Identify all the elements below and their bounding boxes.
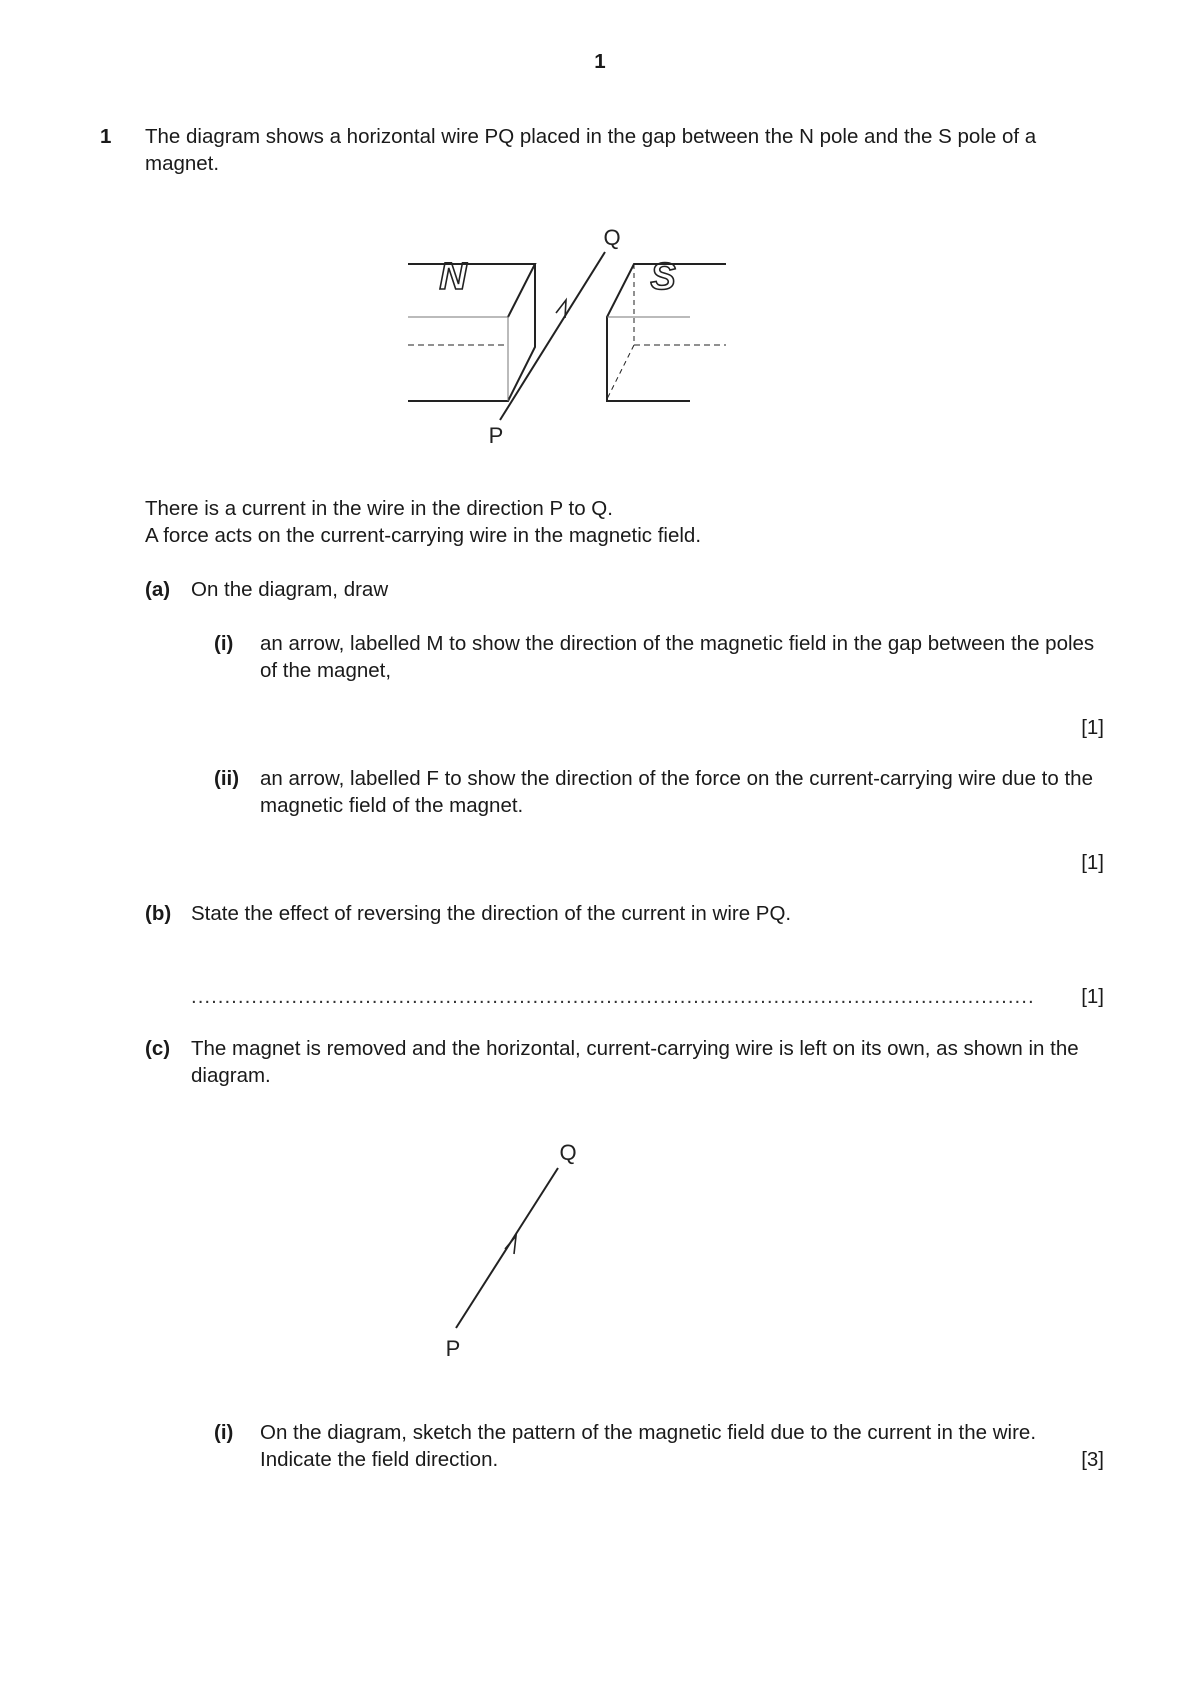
part-c-i-line-2: Indicate the field direction.: [260, 1448, 499, 1471]
statement-line-1: There is a current in the wire in the direction P to Q.: [145, 497, 613, 520]
north-pole-block: [408, 264, 535, 401]
statement-line-2: A force acts on the current-carrying wire in the magnetic field.: [145, 524, 702, 547]
wire-only-diagram: [430, 1130, 590, 1360]
part-a-i-text: an arrow, labelled M to show the direction of the magnetic field in the gap between the poles of the magnet,: [260, 632, 1095, 682]
part-a-ii-marks: [1]: [1081, 851, 1104, 874]
label-q: Q: [559, 1140, 577, 1165]
wire-pq: [456, 1168, 558, 1328]
south-pole-label: S: [650, 256, 676, 298]
wire-pq: [500, 252, 605, 420]
question-intro: The diagram shows a horizontal wire PQ placed in the gap between the N pole and the S pole of a magnet.: [145, 125, 1037, 175]
part-c-i-line-1: On the diagram, sketch the pattern of the magnetic field due to the current in the wire.: [260, 1421, 1037, 1444]
part-c-i-marks: [3]: [1081, 1448, 1104, 1471]
page-number: 1: [594, 50, 606, 73]
label-q: Q: [603, 225, 621, 250]
part-a-text: On the diagram, draw: [191, 578, 389, 601]
part-a-ii-text: an arrow, labelled F to show the direction of the force on the current-carrying wire due to the magnetic field of the magnet.: [260, 767, 1093, 817]
part-b-answer-line[interactable]: ..............................................................................................................................: [191, 985, 1035, 1008]
part-a-ii-label: (ii): [214, 767, 240, 790]
part-b-marks: [1]: [1081, 985, 1104, 1008]
part-a-i-marks: [1]: [1081, 716, 1104, 739]
part-a-label: (a): [145, 578, 171, 601]
part-b-text: State the effect of reversing the direction of the current in wire PQ.: [191, 902, 792, 925]
current-arrow-icon: [505, 1236, 516, 1254]
question-number: 1: [100, 125, 112, 148]
part-c-label: (c): [145, 1037, 171, 1060]
magnet-wire-diagram: [400, 215, 740, 455]
label-p: P: [488, 423, 504, 448]
part-c-text: The magnet is removed and the horizontal, current-carrying wire is left on its own, as shown in the diagram.: [191, 1037, 1079, 1087]
part-c-i-label: (i): [214, 1421, 234, 1444]
current-arrow-icon: [556, 300, 566, 318]
part-a-i-label: (i): [214, 632, 234, 655]
north-pole-label: N: [439, 256, 467, 298]
label-p: P: [445, 1336, 461, 1360]
part-b-label: (b): [145, 902, 172, 925]
